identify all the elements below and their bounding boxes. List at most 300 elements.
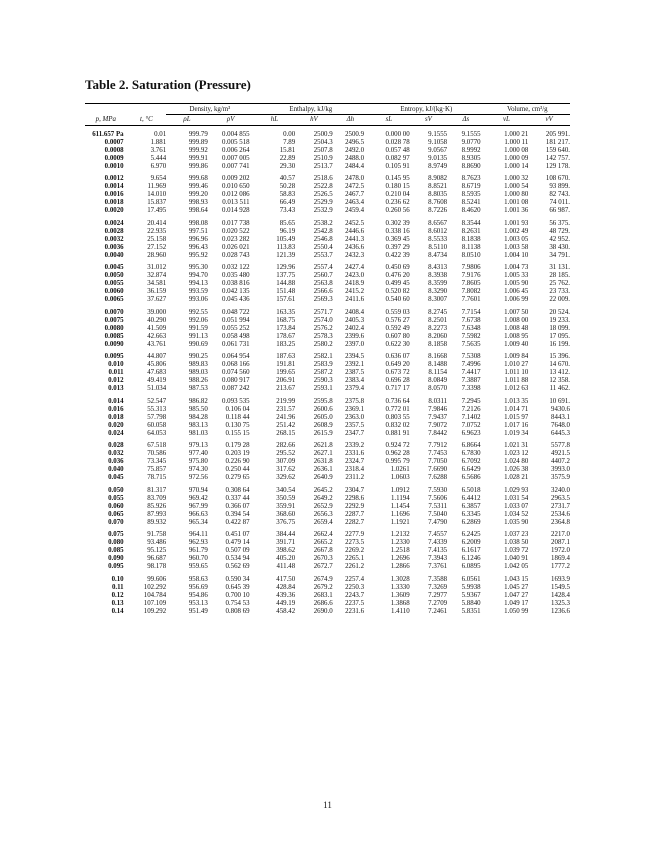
table-cell: 449.19 [276,599,296,607]
table-cell: 7.2709 [428,599,448,607]
table-cell: 8.3938 [428,272,448,279]
table-cell: 2265.1 [345,555,365,562]
table-cell: 2379.4 [345,385,365,392]
table-cell: 0.479 14 [225,539,250,546]
table-cell: 368.60 [276,510,296,518]
table-cell: 14 670. [549,361,570,368]
table-row [85,600,570,608]
table-cell: 6.2869 [461,518,481,526]
table-cell: 2318.4 [345,466,365,473]
table-cell: 7.6288 [428,474,448,481]
table-cell: 0.622 30 [385,340,410,348]
row-group [85,393,570,438]
table-cell: 60.058 [147,421,167,429]
table-cell: 0.130 75 [225,421,250,429]
table-row [85,503,570,511]
table-cell: 15.81 [279,146,296,154]
table-cell: 7.7912 [428,442,448,449]
table-cell: 0.080 917 [222,377,250,384]
table-cell: 2636.1 [313,466,333,473]
table-cell: 0.0060 [104,288,124,295]
table-cell: 0.075 [108,531,124,538]
table-cell: 8.5110 [428,243,448,251]
table-cell: 0.0008 [104,146,124,154]
table-cell: 993.59 [188,288,208,295]
table-cell: 7.9846 [428,405,448,413]
table-cell: 359.91 [276,502,296,510]
table-cell: 0.032 122 [222,264,250,271]
table-cell: 958.63 [188,575,208,583]
table-cell: 989.83 [188,361,208,368]
column-header: ρV [226,116,235,123]
table-cell: 7.2945 [461,397,481,405]
table-cell: 8.3007 [428,296,448,303]
table-cell: 998.08 [188,219,208,227]
table-cell: 0.0024 [104,219,124,227]
table-cell: 199.65 [276,369,296,376]
table-cell: 2576.2 [313,324,333,332]
table-cell: 0.013 511 [222,199,250,206]
table-cell: 2324.7 [345,458,365,465]
table-cell: 2534.6 [551,510,570,518]
table-cell: 0.476 20 [385,272,410,279]
table-row [85,608,570,616]
table-row [85,288,570,296]
table-cell: 6.1617 [461,547,481,554]
table-cell: 1.021 31 [504,442,529,449]
table-cell: 2605.0 [313,413,333,421]
table-cell: 1.042 05 [504,563,529,570]
table-cell: 0.203 19 [225,450,250,457]
table-cell: 7.2461 [428,607,448,615]
table-cell: 8.7226 [428,207,448,214]
table-cell: 2261.2 [345,563,365,570]
table-cell: 1.010 27 [504,361,529,368]
table-cell: 2331.6 [345,450,365,457]
table-cell: 0.180 15 [385,183,410,190]
table-cell: 67.518 [147,442,167,449]
table-cell: 959.65 [188,563,208,570]
table-cell: 0.422 39 [385,251,410,259]
table-cell: 2557.4 [313,264,333,271]
table-cell: 2526.5 [313,191,333,198]
table-cell: 7.7050 [428,458,448,465]
table-cell: 2600.6 [313,405,333,413]
table-cell: 0.0095 [104,353,124,360]
table-cell: 969.42 [188,494,208,502]
table-row [85,272,570,280]
table-row [85,450,570,458]
table-row [85,280,570,288]
table-cell: 17.495 [147,207,167,214]
table-cell: 6.8664 [461,442,481,449]
table-cell: 44.807 [147,353,167,360]
table-cell: 0.0036 [104,243,124,251]
table-cell: 95.125 [147,547,167,554]
table-cell: 8.6567 [428,219,448,227]
table-cell: 1325.3 [551,599,570,607]
table-cell: 2550.4 [313,243,333,251]
table-cell: 8.3290 [428,288,448,295]
table-cell: 12 358. [549,377,570,384]
table-row [85,563,570,571]
table-cell: 0.070 [108,518,124,526]
table-cell: 2500.9 [345,130,365,138]
table-cell: 9.0770 [461,138,481,146]
table-cell: 0.045 436 [222,296,250,303]
table-row [85,171,570,184]
table-row [85,228,570,236]
table-cell: 1.035 90 [504,518,529,526]
table-cell: 6.0561 [461,575,481,583]
table-cell: 1.012 63 [504,385,529,392]
table-cell: 1.023 12 [504,450,529,457]
table-cell: 1.008 95 [504,332,529,340]
table-cell: 0.155 15 [225,429,250,437]
table-cell: 4921.5 [551,450,570,457]
table-cell: 2436.6 [345,243,365,251]
table-cell: 8.3599 [428,280,448,287]
table-cell: 51.034 [147,385,167,392]
table-cell: 8.4620 [461,207,481,214]
table-cell: 2532.9 [313,207,333,214]
table-cell: 2507.8 [313,146,333,154]
table-cell: 50.28 [279,183,296,190]
table-cell: 0.060 [108,502,124,510]
table-cell: 329.62 [276,474,296,481]
table-cell: 2670.3 [313,555,333,562]
table-cell: 0.048 722 [222,308,250,316]
table-cell: 1.000 54 [504,183,529,190]
table-cell: 15.837 [147,199,167,206]
table-cell: 1.2696 [390,555,410,562]
table-cell: 7.4790 [428,518,448,526]
table-cell: 0.0018 [104,199,124,206]
table-cell: 7.4135 [428,547,448,554]
table-cell: 0.032 [108,450,124,457]
table-cell: 2674.9 [313,575,333,583]
table-cell: 970.94 [188,486,208,494]
table-cell: 0.090 [108,555,124,562]
table-cell: 6.1246 [461,555,481,562]
table-cell: 2690.0 [313,607,333,615]
table-cell: 611.657 Pa [92,130,124,138]
table-cell: 2627.1 [313,450,333,457]
table-cell: 2553.7 [313,251,333,259]
table-cell: 1.000 08 [504,146,529,154]
table-cell: 1.047 27 [504,591,529,599]
table-row [85,511,570,519]
table-cell: 8.9992 [461,146,481,154]
table-cell: 8.8035 [428,191,448,198]
table-cell: 4407.2 [551,458,570,465]
table-cell: 0.397 29 [385,243,410,251]
table-cell: 7.5040 [428,510,448,518]
table-cell: 19 233. [549,316,570,324]
table-cell: 2383.4 [345,377,365,384]
table-cell: 999.89 [188,138,208,146]
table-cell: 0.080 [108,539,124,546]
table-cell: 295.52 [276,450,296,457]
table-cell: 56 375. [549,219,570,227]
table-row [85,163,570,171]
table-cell: 2363.0 [345,413,365,421]
table-cell: 0.000 00 [385,130,410,138]
table-cell: 142 757. [545,154,570,162]
table-cell: 0.260 56 [385,207,410,214]
table-cell: 1.011 88 [504,377,529,384]
table-cell: 8.0311 [428,397,448,405]
table-cell: 2411.6 [345,296,365,303]
table-cell: 73.345 [147,458,167,465]
table-cell: 0.279 65 [225,474,250,481]
table-cell: 11.969 [147,183,167,190]
table-cell: 1.009 40 [504,340,529,348]
table-cell: 0.020 [108,421,124,429]
table-row [85,474,570,482]
table-cell: 7.7601 [461,296,481,303]
table-cell: 988.26 [188,377,208,384]
table-cell: 2492.0 [345,146,365,154]
page-number: 11 [323,800,332,810]
table-cell: 7.0752 [461,421,481,429]
table-cell: 5.8840 [461,599,481,607]
table-cell: 28.960 [147,251,167,259]
table-cell: 1.014 71 [504,405,529,413]
row-group [85,527,570,572]
table-cell: 2571.7 [313,308,333,316]
table-row [85,519,570,527]
table-cell: 964.11 [189,531,208,538]
table-cell: 2375.8 [345,397,365,405]
table-cell: 0.302 39 [385,219,410,227]
table-cell: 0.0045 [104,264,124,271]
table-cell: 1.038 50 [504,539,529,546]
table-row [85,466,570,474]
column-header: t, °C [140,115,153,123]
table-cell: 0.995 79 [385,458,410,465]
table-cell: 129.96 [276,264,296,271]
table-cell: 1.006 99 [504,296,529,303]
table-cell: 1.0912 [390,486,410,494]
table-cell: 0.036 [108,458,124,465]
table-cell: 0.808 69 [225,607,250,615]
table-cell: 1.049 17 [504,599,529,607]
table-cell: 8.8521 [428,183,448,190]
row-group [85,438,570,483]
table-cell: 2304.7 [345,486,365,494]
row-group [85,260,570,305]
table-cell: 42 952. [549,235,570,243]
table-cell: 0.0055 [104,280,124,287]
table-cell: 64.053 [147,429,167,437]
table-cell: 7.3588 [428,575,448,583]
table-cell: 997.51 [188,227,208,235]
table-cell: 1.3028 [390,575,410,583]
table-cell: 32.874 [147,272,167,279]
table-cell: 0.074 560 [222,369,250,376]
table-cell: 16 199. [549,340,570,348]
table-cell: 9.1555 [461,130,481,138]
table-cell: 1.3868 [390,599,410,607]
table-cell: 8.1858 [428,340,448,348]
table-cell: 0.696 28 [385,377,410,384]
table-cell: 0.014 928 [222,207,250,214]
table-cell: 2394.5 [345,353,365,360]
table-cell: 2963.5 [551,494,570,502]
table-cell: 96.687 [147,555,167,562]
table-cell: 975.80 [188,458,208,465]
table-cell: 9.0567 [428,146,448,154]
table-cell: 2257.4 [345,575,365,583]
table-cell: 0.082 97 [385,154,410,162]
table-cell: 3575.9 [551,474,570,481]
table-cell: 2583.9 [313,361,333,368]
table-cell: 1428.4 [551,591,570,599]
table-row [85,527,570,540]
table-cell: 0.004 855 [222,130,250,138]
table-cell: 7.5982 [461,332,481,340]
table-cell: 105.49 [276,235,296,243]
table-cell: 1.009 84 [504,353,529,360]
table-cell: 1.039 72 [504,547,529,554]
table-row [85,236,570,244]
table-cell: 1.003 58 [504,243,529,251]
table-cell: 1.3609 [390,591,410,599]
table-cell: 0.106 04 [225,405,250,413]
table-cell: 0.0085 [104,332,124,340]
table-cell: 2298.6 [345,494,365,502]
table-cell: 0.0020 [104,207,124,214]
table-cell: 391.71 [276,539,296,546]
table-cell: 22.935 [147,227,167,235]
table-cell: 2472.5 [345,183,365,190]
table-cell: 0.010 [108,361,124,368]
table-cell: 0.0012 [104,175,124,182]
table-cell: 0.607 80 [385,332,410,340]
table-cell: 20.414 [147,219,167,227]
table-cell: 7.9072 [428,421,448,429]
table-cell: 962.93 [188,539,208,546]
table-cell: 8.1154 [428,369,448,376]
table-cell: 985.50 [188,405,208,413]
table-cell: 49.419 [147,377,167,384]
table-row [85,393,570,406]
table-cell: 2452.5 [345,219,365,227]
table-cell: 2250.3 [345,583,365,591]
table-cell: 1.008 48 [504,324,529,332]
table-cell: 8.5935 [461,191,481,198]
table-cell: 2563.8 [313,280,333,287]
table-cell: 2640.9 [313,474,333,481]
table-cell: 0.0050 [104,272,124,279]
table-cell: 8.7623 [461,175,481,182]
table-cell: 1.001 08 [504,199,529,206]
table-cell: 52.547 [147,397,167,405]
table-cell: 8.3544 [461,219,481,227]
table-cell: 7.7154 [461,308,481,316]
table-cell: 38 430. [549,243,570,251]
table-cell: 7.7453 [428,450,448,457]
table-cell: 439.36 [276,591,296,599]
table-cell: 109.292 [143,607,167,615]
table-cell: 999.46 [188,183,208,190]
table-row [85,555,570,563]
column-header: hL [270,116,279,123]
table-cell: 7.3761 [428,563,448,570]
table-cell: 1.031 54 [504,494,529,502]
table-cell: 2237.5 [345,599,365,607]
table-cell: 0.061 731 [222,340,250,348]
table-cell: 1.019 34 [504,429,529,437]
table-cell: 0.451 07 [225,531,250,538]
table-cell: 6.9623 [461,429,481,437]
table-cell: 8.9749 [428,162,448,170]
table-cell: 74 011. [549,199,570,206]
table-cell: 0.576 27 [385,316,410,324]
table-cell: 2423.0 [345,272,365,279]
table-cell: 0.520 82 [385,288,410,295]
table-cell: 6445.3 [551,429,570,437]
table-cell: 1.037 23 [504,531,529,538]
table-row [85,571,570,584]
table-cell: 0.085 [108,547,124,554]
table-cell: 0.0090 [104,340,124,348]
table-cell: 2659.4 [313,518,333,526]
table-cell: 2566.6 [313,288,333,295]
table-cell: 7.9437 [428,413,448,421]
table-row [85,349,570,362]
table-cell: 2496.5 [345,138,365,146]
table-cell: 1.033 07 [504,502,529,510]
table-cell: 11 462. [549,385,570,392]
table-cell: 999.79 [188,130,208,138]
table-cell: 2397.0 [345,340,365,348]
table-cell: 405.20 [276,555,296,562]
table-cell: 0.028 78 [385,138,410,146]
table-cell: 7.3269 [428,583,448,591]
table-cell: 2273.5 [345,539,365,546]
table-cell: 2542.8 [313,227,333,235]
table-cell: 2441.3 [345,235,365,243]
table-cell: 1.005 90 [504,280,529,287]
table-cell: 0.754 53 [225,599,250,607]
table-cell: 1.2132 [390,531,410,538]
table-cell: 2656.3 [313,510,333,518]
table-cell: 14.010 [147,191,167,198]
table-cell: 458.42 [276,607,296,615]
table-cell: 2679.2 [313,583,333,591]
table-cell: 1549.5 [551,583,570,591]
table-cell: 0.772 01 [385,405,410,413]
table-cell: 1.1194 [390,494,410,502]
table-cell: 8.1668 [428,353,448,360]
table-cell: 113.83 [276,243,296,251]
table-cell: 0.507 09 [225,547,250,554]
table-cell: 7.9806 [461,264,481,271]
table-cell: 2357.5 [345,421,365,429]
table-cell: 411.48 [276,563,296,570]
table-cell: 8.9082 [428,175,448,182]
table-cell: 2513.7 [313,162,333,170]
table-cell: 1777.2 [551,563,570,570]
table-row [85,539,570,547]
table-cell: 1.050 99 [504,607,529,615]
table-cell: 0.087 242 [222,385,250,392]
table-cell: 8.0849 [428,377,448,384]
table-cell: 93 899. [549,183,570,190]
table-cell: 2615.9 [313,429,333,437]
